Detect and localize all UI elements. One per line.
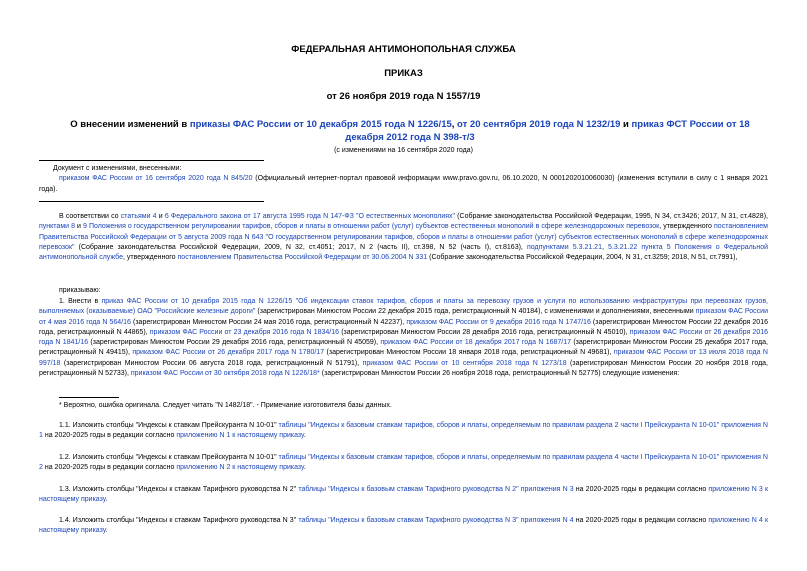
divider <box>39 201 264 202</box>
link-annex-4[interactable]: приложению N 4 к настоящему приказу <box>39 517 769 535</box>
link-order-1226-18[interactable]: приказом ФАС России от 30 октября 2018 года N 1226/18* <box>130 370 320 378</box>
doc-date: от 26 ноября 2019 года N 1557/19 <box>326 91 481 102</box>
item-text: 1.2. Изложить столбцы "Индексы к ставкам Прейскуранта N 10-01" <box>59 454 279 461</box>
item-text: (зарегистрирован Минюстом России 22 декабря 2016 года, регистрационный N 44865), <box>39 318 768 336</box>
link-order-1834-16[interactable]: приказом ФАС России от 23 декабря 2016 года N 1834/16 <box>149 328 340 336</box>
link-order-1687-17[interactable]: приказом ФАС России от 18 декабря 2017 года N 1687/17 <box>380 339 571 347</box>
changes-link-845[interactable]: приказом ФАС России от 16 сентября 2020 года N 845/20 <box>59 175 253 183</box>
link-table-appendix-2[interactable]: таблицы "Индексы к базовым ставкам тарифов, сборов и платы, определяемым по правилам раздела 4 части I Прейскуранта N 10-01" приложения N 2 <box>39 454 768 472</box>
agency-name: ФЕДЕРАЛЬНАЯ АНТИМОНОПОЛЬНАЯ СЛУЖБА <box>291 44 516 55</box>
title-text: О внесении изменений в <box>70 119 190 130</box>
item-text: (зарегистрирован Минюстом России 06 августа 2018 года, регистрационный N 51791), <box>60 359 363 367</box>
doc-changes-label: Документ с изменениями, внесенными: <box>53 165 182 172</box>
link-order-1841-16[interactable]: приказом ФАС России от 26 декабря 2016 года N 1841/16 <box>39 328 768 347</box>
link-regulation-clause-9[interactable]: 9 Положения о государственном регулировании тарифов, сборов и платы в отношении работ (услуг) субъектов естественных монополий в сфере железнодорожных перевозок <box>83 223 660 231</box>
item-1-1-paragraph <box>39 421 768 442</box>
item-text: (зарегистрирован Минюстом России 29 декабря 2016 года, регистрационный N 45059), <box>88 339 381 347</box>
link-order-1747-16[interactable]: приказом ФАС России от 9 декабря 2016 года N 1747/16 <box>406 318 591 326</box>
link-table-appendix-4[interactable]: таблицы "Индексы к базовым ставкам Тарифного руководства N 3" приложения N 4 <box>298 517 574 524</box>
preamble-text: и <box>75 223 84 231</box>
preamble-text: и <box>156 213 165 220</box>
doc-type: ПРИКАЗ <box>384 68 423 79</box>
title-link-orders-1226[interactable]: приказы ФАС России от 10 декабря 2015 года N 1226/15 <box>189 119 452 130</box>
item-text: на 2020-2025 годы в редакции согласно <box>42 464 177 472</box>
preamble-text: В соответствии со <box>59 213 121 220</box>
link-table-appendix-1[interactable]: таблицы "Индексы к базовым ставкам тарифов, сборов и платы, определяемым по правилам раздела 2 части I Прейскуранта N 10-01" приложения N 1 <box>39 422 768 440</box>
item-text: на 2020-2025 годы в редакции согласно <box>42 432 177 440</box>
preamble-text: , <box>601 243 609 251</box>
link-federal-law-147[interactable]: 6 Федерального закона от 17 августа 1995 года N 147-ФЗ "О естественных монополиях" <box>164 213 456 220</box>
link-annex-2[interactable]: приложению N 2 к настоящему приказу <box>176 464 304 472</box>
doc-title <box>50 118 770 144</box>
link-subclause-5-3-21-21[interactable]: подпунктами 5.3.21.21 <box>527 243 602 251</box>
link-order-564-16[interactable]: приказом ФАС России от 4 мая 2016 года N 564/16 <box>39 308 768 326</box>
item-text: (зарегистрирован Минюстом России 25 декабря 2017 года, регистрационный N 49415), <box>39 339 768 357</box>
link-order-1226-15[interactable]: приказ ФАС России от 10 декабря 2015 года N 1226/15 "Об индексации ставок тарифов, сборов и платы за перевозку грузов и услуги по использованию инфраструктуры при перевозках грузов, выполняемых (оказываемые) ОАО "Российские железные дороги" <box>39 298 768 316</box>
link-order-997-18[interactable]: приказом ФАС России от 13 июля 2018 года N 997/18 <box>39 349 768 367</box>
footnote-divider <box>59 397 119 398</box>
doc-changes-block <box>39 164 768 195</box>
item-text: (зарегистрирован Минюстом России 28 декабря 2016 года, регистрационный N 45010), <box>339 328 630 336</box>
title-link-order-1232[interactable]: от 20 сентября 2019 года N 1232/19 <box>457 119 621 130</box>
footnote: * Вероятно, ошибка оригинала. Следует читать "N 1482/18". - Примечание изготовителя базы данных. <box>59 402 392 409</box>
item-text: 1. Внести в <box>59 298 102 305</box>
item-text: на 2020-2025 годы в редакции согласно <box>573 517 709 524</box>
title-text: , <box>451 119 458 130</box>
item-text: (зарегистрирован Минюстом России 26 ноября 2018 года, регистрационный N 52775) следующие изменения: <box>319 370 680 378</box>
link-annex-3[interactable]: приложению N 3 к настоящему приказу <box>39 486 769 504</box>
divider <box>39 160 264 161</box>
order-word: приказываю: <box>59 287 101 294</box>
item-1-3-paragraph <box>39 485 768 506</box>
item-text: (зарегистрирован Минюстом России 18 января 2018 года, регистрационный N 49681), <box>324 349 614 357</box>
item-1-2-paragraph <box>39 453 768 474</box>
item-text: (зарегистрирован Минюстом России 20 ноября 2018 года, регистрационный N 52733), <box>39 359 768 378</box>
link-annex-1[interactable]: приложению N 1 к настоящему приказу <box>176 432 304 440</box>
preamble-text: (Собрание законодательства Российской Федерации, 2009, N 32, ст.4051; 2017, N 2 (часть II), ст.398, N 52 (часть I), ст.8163), <box>74 243 527 251</box>
item-1-paragraph <box>39 297 768 379</box>
title-text: и <box>620 119 632 130</box>
item-1-4-paragraph <box>39 516 768 537</box>
item-text: на 2020-2025 годы в редакции согласно <box>573 486 709 493</box>
link-fas-regulation[interactable]: 5.3.21.22 пункта 5 Положения о Федеральной антимонопольной службе <box>39 243 769 262</box>
link-decree-643[interactable]: постановлением Правительства Российской Федерации от 5 августа 2009 года N 643 "О государственном регулировании тарифов, сборов и платы в отношении работ (услуг) субъектов естественных монополий в сфере железнодорожных перевозок" <box>39 223 768 251</box>
item-text: . <box>303 432 306 440</box>
preamble-text: , утвержденного <box>659 223 715 231</box>
item-text: 1.3. Изложить столбцы "Индексы к ставкам Тарифного руководства N 2" <box>59 486 299 493</box>
link-decree-331[interactable]: постановлением Правительства Российской Федерации от 30.06.2004 N 331 <box>177 254 428 262</box>
revision-note: (с изменениями на 16 сентября 2020 года) <box>334 147 473 154</box>
item-text: (зарегистрирован Минюстом России 22 декабря 2015 года, регистрационный N 40184), с изменениями и дополнениями, внесенными <box>255 308 696 316</box>
link-order-1780-17[interactable]: приказом ФАС России от 26 декабря 2017 года N 1780/17 <box>132 349 325 357</box>
link-order-1273-18[interactable]: приказом ФАС России от 10 сентября 2018 года N 1273/18 <box>362 359 567 367</box>
preamble-paragraph <box>39 212 768 263</box>
item-text: 1.1. Изложить столбцы "Индексы к ставкам Прейскуранта N 10-01" <box>59 422 279 429</box>
link-clause-8[interactable]: пунктами 8 <box>39 223 75 231</box>
changes-text: (Официальный интернет-портал правовой информации www.pravo.gov.ru, 06.10.2020, N 0001202010060030) (изменения вступили в силу с 1 января 2021 года). <box>39 175 768 193</box>
item-text: (зарегистрирован Минюстом России 24 мая 2016 года, регистрационный N 42237), <box>130 318 407 326</box>
link-article-4[interactable]: статьями 4 <box>120 213 157 220</box>
preamble-text: (Собрание законодательства Российской Федерации, 1995, N 34, ст.3426; 2017, N 31, ст.4828), <box>455 213 768 220</box>
title-link-order-398[interactable]: приказ ФСТ России от 18 декабря 2012 года N 398-т/3 <box>345 119 750 143</box>
item-text: 1.4. Изложить столбцы "Индексы к ставкам Тарифного руководства N 3" <box>59 517 299 524</box>
item-text: . <box>105 527 108 535</box>
item-text: . <box>105 496 108 504</box>
preamble-text: (Собрание законодательства Российской Федерации, 2004, N 31, ст.3259; 2018, N 51, ст.7991), <box>427 254 738 262</box>
item-text: . <box>303 464 306 472</box>
link-table-appendix-3[interactable]: таблицы "Индексы к базовым ставкам Тарифного руководства N 2" приложения N 3 <box>298 486 574 493</box>
preamble-text: , утвержденного <box>122 254 178 262</box>
